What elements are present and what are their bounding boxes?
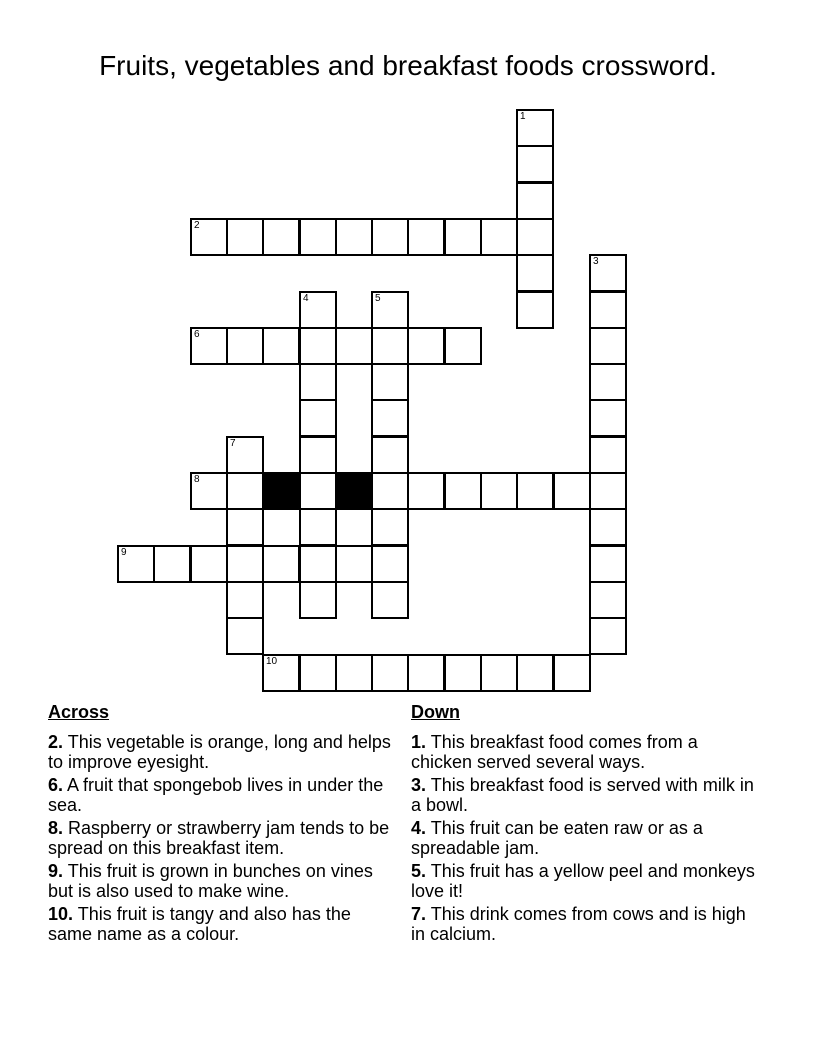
grid-cell[interactable] (371, 654, 409, 692)
grid-cell[interactable] (190, 327, 228, 365)
grid-cell[interactable] (516, 291, 554, 329)
clue-number: 3. (411, 775, 427, 795)
grid-cell[interactable] (299, 581, 337, 619)
down-clue (411, 861, 761, 901)
grid-cell[interactable] (516, 472, 554, 510)
grid-cell[interactable] (589, 581, 627, 619)
clue-number: 8. (48, 818, 64, 838)
grid-cell[interactable] (117, 545, 155, 583)
grid-cell[interactable] (371, 508, 409, 546)
clue-number: 6. (48, 775, 64, 795)
grid-cell[interactable] (516, 654, 554, 692)
grid-cell[interactable] (371, 399, 409, 437)
grid-cell[interactable] (444, 218, 482, 256)
grid-cell[interactable] (516, 182, 554, 220)
black-square (262, 472, 300, 510)
across-clue (48, 818, 398, 858)
grid-cell[interactable] (589, 291, 627, 329)
grid-cell[interactable] (226, 327, 264, 365)
clue-text: This fruit can be eaten raw or as a spreadable jam. (411, 818, 703, 858)
grid-cell[interactable] (589, 617, 627, 655)
clue-number: 2. (48, 732, 64, 752)
grid-cell[interactable] (226, 545, 264, 583)
clue-number-label: 8 (194, 474, 200, 485)
grid-cell[interactable] (480, 654, 518, 692)
grid-cell[interactable] (335, 654, 373, 692)
grid-cell[interactable] (262, 327, 300, 365)
grid-cell[interactable] (407, 218, 445, 256)
grid-cell[interactable] (407, 654, 445, 692)
down-heading: Down (411, 702, 460, 722)
grid-cell[interactable] (226, 508, 264, 546)
grid-cell[interactable] (589, 254, 627, 292)
grid-cell[interactable] (299, 218, 337, 256)
clue-number-label: 5 (375, 293, 381, 304)
grid-cell[interactable] (190, 472, 228, 510)
grid-cell[interactable] (589, 399, 627, 437)
clue-text: This breakfast food comes from a chicken served several ways. (411, 732, 698, 772)
clue-number-label: 10 (266, 656, 278, 667)
grid-cell[interactable] (153, 545, 191, 583)
grid-cell[interactable] (553, 472, 591, 510)
grid-cell[interactable] (553, 654, 591, 692)
across-clue (48, 904, 398, 944)
grid-cell[interactable] (262, 218, 300, 256)
down-clue (411, 732, 761, 772)
grid-cell[interactable] (444, 472, 482, 510)
grid-cell[interactable] (444, 327, 482, 365)
clue-text: This fruit is grown in bunches on vines but is also used to make wine. (48, 861, 373, 901)
grid-cell[interactable] (262, 654, 300, 692)
grid-cell[interactable] (371, 363, 409, 401)
clue-text: This fruit has a yellow peel and monkeys love it! (411, 861, 755, 901)
grid-cell[interactable] (589, 508, 627, 546)
clue-text: A fruit that spongebob lives in under the sea. (48, 775, 384, 815)
grid-cell[interactable] (371, 218, 409, 256)
across-clue (48, 732, 398, 772)
grid-cell[interactable] (299, 508, 337, 546)
down-clue (411, 775, 761, 815)
black-square (335, 472, 373, 510)
grid-cell[interactable] (516, 254, 554, 292)
across-clue (48, 775, 398, 815)
clue-text: Raspberry or strawberry jam tends to be spread on this breakfast item. (48, 818, 390, 858)
grid-cell[interactable] (589, 472, 627, 510)
grid-cell[interactable] (226, 218, 264, 256)
clue-number: 10. (48, 904, 74, 924)
clue-number-label: 6 (194, 329, 200, 340)
grid-cell[interactable] (589, 436, 627, 474)
clue-number: 5. (411, 861, 427, 881)
down-clue (411, 818, 761, 858)
grid-cell[interactable] (190, 545, 228, 583)
clue-text: This vegetable is orange, long and helps to improve eyesight. (48, 732, 391, 772)
grid-cell[interactable] (299, 399, 337, 437)
grid-cell[interactable] (226, 436, 264, 474)
clue-number-label: 7 (230, 438, 236, 449)
grid-cell[interactable] (190, 218, 228, 256)
across-clue (48, 861, 398, 901)
down-clues (411, 700, 761, 947)
grid-cell[interactable] (516, 145, 554, 183)
grid-cell[interactable] (335, 545, 373, 583)
clue-text: This breakfast food is served with milk in a bowl. (411, 775, 754, 815)
clue-number: 7. (411, 904, 427, 924)
grid-cell[interactable] (226, 617, 264, 655)
grid-cell[interactable] (589, 327, 627, 365)
grid-cell[interactable] (299, 545, 337, 583)
grid-cell[interactable] (299, 654, 337, 692)
grid-cell[interactable] (516, 109, 554, 147)
grid-cell[interactable] (335, 218, 373, 256)
grid-cell[interactable] (516, 218, 554, 256)
clue-number-label: 2 (194, 220, 200, 231)
grid-cell[interactable] (226, 472, 264, 510)
grid-cell[interactable] (371, 472, 409, 510)
down-clue (411, 904, 761, 944)
clue-number-label: 1 (520, 111, 526, 122)
clue-text: This drink comes from cows and is high in calcium. (411, 904, 746, 944)
clue-number: 1. (411, 732, 427, 752)
grid-cell[interactable] (299, 472, 337, 510)
grid-cell[interactable] (299, 436, 337, 474)
grid-cell[interactable] (444, 654, 482, 692)
page-title: Fruits, vegetables and breakfast foods crossword. (99, 50, 717, 81)
grid-cell[interactable] (299, 363, 337, 401)
clue-number-label: 3 (593, 256, 599, 267)
grid-cell[interactable] (371, 291, 409, 329)
grid-cell[interactable] (371, 581, 409, 619)
grid-cell[interactable] (480, 472, 518, 510)
clue-number: 4. (411, 818, 427, 838)
clue-number-label: 9 (121, 547, 127, 558)
grid-cell[interactable] (226, 581, 264, 619)
grid-cell[interactable] (589, 363, 627, 401)
grid-cell[interactable] (407, 327, 445, 365)
across-heading: Across (48, 702, 110, 722)
across-clues (48, 700, 398, 947)
grid-cell[interactable] (480, 218, 518, 256)
grid-cell[interactable] (299, 291, 337, 329)
grid-cell[interactable] (299, 327, 337, 365)
clue-number-label: 4 (303, 293, 309, 304)
grid-cell[interactable] (371, 545, 409, 583)
grid-cell[interactable] (371, 436, 409, 474)
grid-cell[interactable] (589, 545, 627, 583)
grid-cell[interactable] (407, 472, 445, 510)
grid-cell[interactable] (262, 545, 300, 583)
grid-cell[interactable] (371, 327, 409, 365)
clue-number: 9. (48, 861, 64, 881)
clue-text: This fruit is tangy and also has the same name as a colour. (48, 904, 351, 944)
grid-cell[interactable] (335, 327, 373, 365)
